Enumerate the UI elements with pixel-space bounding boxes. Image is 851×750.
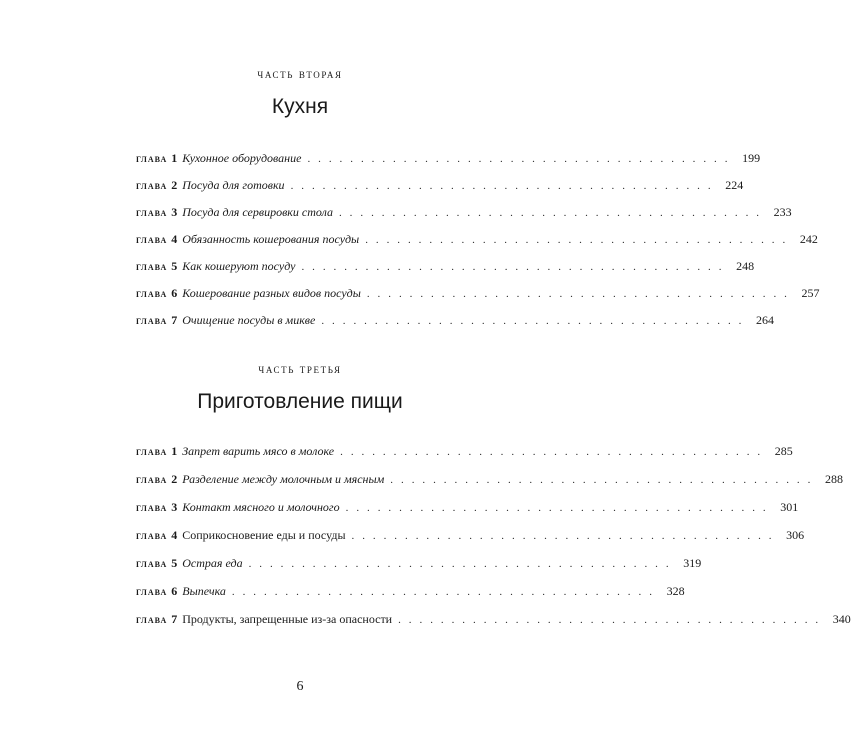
chapter-title: Очищение посуды в микве bbox=[182, 313, 316, 327]
dot-leader: . . . . . . . . . . . . . . . . . . . . . . . . . . . . . . . . . . . . . . . . bbox=[301, 261, 725, 273]
dot-leader: . . . . . . . . . . . . . . . . . . . . . . . . . . . . . . . . . . . . . . . . bbox=[321, 315, 744, 327]
dot-leader: . . . . . . . . . . . . . . . . . . . . . . . . . . . . . . . . . . . . . . . . bbox=[366, 288, 790, 300]
chapter-title: Кухонное оборудование bbox=[182, 151, 302, 165]
toc-row[interactable] bbox=[136, 232, 818, 251]
part-title: Приготовление пищи bbox=[197, 390, 403, 413]
chapter-number: глава 5 bbox=[136, 259, 179, 273]
toc-row[interactable] bbox=[136, 259, 755, 278]
dot-leader: . . . . . . . . . . . . . . . . . . . . . . . . . . . . . . . . . . . . . . . . bbox=[248, 558, 672, 570]
chapter-number: глава 4 bbox=[136, 528, 179, 542]
chapter-number: глава 7 bbox=[136, 612, 179, 626]
toc-row[interactable] bbox=[136, 500, 799, 519]
part-three-header bbox=[0, 360, 600, 417]
chapter-title: Запрет варить мясо в молоке bbox=[182, 444, 335, 458]
page-number: 328 bbox=[666, 584, 685, 598]
toc-row[interactable] bbox=[136, 528, 805, 547]
page-folio: 6 bbox=[296, 679, 304, 694]
page-number: 248 bbox=[736, 259, 755, 273]
part-label: часть третья bbox=[258, 361, 342, 376]
chapter-number: глава 4 bbox=[136, 232, 179, 246]
chapter-number: глава 3 bbox=[136, 500, 179, 514]
dot-leader: . . . . . . . . . . . . . . . . . . . . . . . . . . . . . . . . . . . . . . . . bbox=[290, 180, 714, 192]
page-number: 306 bbox=[786, 528, 805, 542]
toc-part-two bbox=[136, 151, 820, 332]
chapter-number: глава 6 bbox=[136, 584, 179, 598]
page-number: 257 bbox=[801, 286, 820, 300]
dot-leader: . . . . . . . . . . . . . . . . . . . . . . . . . . . . . . . . . . . . . . . . bbox=[365, 234, 788, 246]
chapter-title: Как кошеруют посуду bbox=[182, 259, 296, 273]
page-number: 340 bbox=[832, 612, 851, 626]
dot-leader: . . . . . . . . . . . . . . . . . . . . . . . . . . . . . . . . . . . . . . . . bbox=[345, 502, 769, 514]
toc-row[interactable] bbox=[136, 556, 702, 575]
toc-part-three bbox=[136, 444, 851, 631]
toc-row[interactable] bbox=[136, 612, 851, 631]
chapter-title: Продукты, запрещенные из-за опасности bbox=[182, 612, 393, 626]
toc-row[interactable] bbox=[136, 584, 685, 603]
toc-row[interactable] bbox=[136, 444, 793, 463]
page-number: 285 bbox=[774, 444, 793, 458]
chapter-title: Разделение между молочным и мясным bbox=[182, 472, 385, 486]
page-number: 319 bbox=[683, 556, 702, 570]
chapter-title: Выпечка bbox=[182, 584, 226, 598]
chapter-title: Кошерование разных видов посуды bbox=[182, 286, 361, 300]
page-number: 199 bbox=[742, 151, 761, 165]
chapter-number: глава 2 bbox=[136, 178, 179, 192]
page-number: 242 bbox=[799, 232, 818, 246]
dot-leader: . . . . . . . . . . . . . . . . . . . . . . . . . . . . . . . . . . . . . . . . bbox=[338, 207, 762, 219]
chapter-number: глава 6 bbox=[136, 286, 179, 300]
chapter-title: Обязанность кошерования посуды bbox=[182, 232, 360, 246]
chapter-number: глава 3 bbox=[136, 205, 179, 219]
chapter-title: Посуда для сервировки стола bbox=[182, 205, 333, 219]
toc-row[interactable] bbox=[136, 151, 761, 170]
page-number: 301 bbox=[780, 500, 799, 514]
toc-row[interactable] bbox=[136, 205, 792, 224]
dot-leader: . . . . . . . . . . . . . . . . . . . . . . . . . . . . . . . . . . . . . . . . bbox=[390, 474, 813, 486]
page-number: 264 bbox=[756, 313, 774, 327]
chapter-number: глава 1 bbox=[136, 151, 179, 165]
dot-leader: . . . . . . . . . . . . . . . . . . . . . . . . . . . . . . . . . . . . . . . . bbox=[307, 153, 731, 165]
chapter-title: Острая еда bbox=[182, 556, 243, 570]
part-title: Кухня bbox=[271, 95, 329, 118]
toc-row[interactable] bbox=[136, 286, 820, 305]
page-number: 224 bbox=[725, 178, 744, 192]
chapter-title: Посуда для готовки bbox=[182, 178, 285, 192]
chapter-number: глава 2 bbox=[136, 472, 179, 486]
page-number: 288 bbox=[824, 472, 843, 486]
chapter-number: глава 5 bbox=[136, 556, 179, 570]
toc-row[interactable] bbox=[136, 313, 774, 332]
chapter-title: Контакт мясного и молочного bbox=[182, 500, 340, 514]
dot-leader: . . . . . . . . . . . . . . . . . . . . . . . . . . . . . . . . . . . . . . . . bbox=[398, 614, 821, 626]
dot-leader: . . . . . . . . . . . . . . . . . . . . . . . . . . . . . . . . . . . . . . . . bbox=[351, 530, 775, 542]
part-two-header bbox=[0, 65, 600, 122]
dot-leader: . . . . . . . . . . . . . . . . . . . . . . . . . . . . . . . . . . . . . . . . bbox=[340, 446, 763, 458]
chapter-title: Соприкосновение еды и посуды bbox=[182, 528, 346, 542]
chapter-number: глава 7 bbox=[136, 313, 179, 327]
dot-leader: . . . . . . . . . . . . . . . . . . . . . . . . . . . . . . . . . . . . . . . . bbox=[231, 586, 655, 598]
chapter-number: глава 1 bbox=[136, 444, 179, 458]
toc-row[interactable] bbox=[136, 472, 843, 491]
part-label: часть вторая bbox=[257, 66, 343, 81]
toc-row[interactable] bbox=[136, 178, 744, 197]
page-number: 233 bbox=[773, 205, 792, 219]
